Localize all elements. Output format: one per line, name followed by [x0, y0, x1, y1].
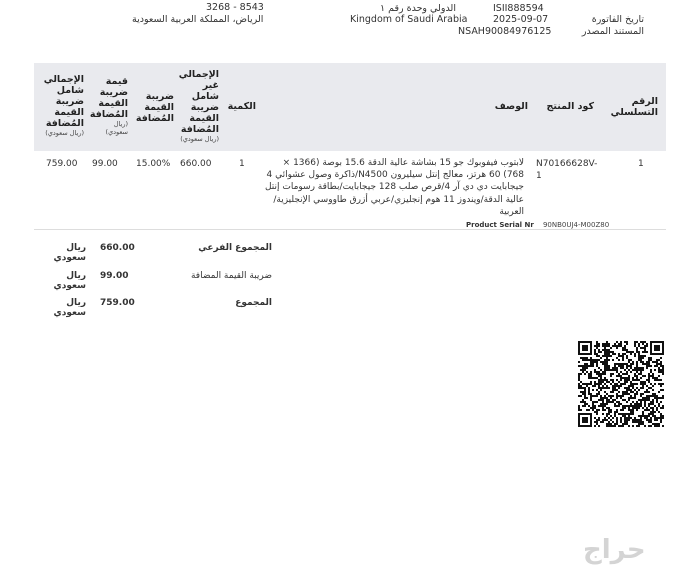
col-header-product-code: كود المنتج — [546, 101, 594, 112]
source-document-label: المستند المصدر — [581, 26, 644, 37]
total-excl-vat-title: الإجمالي غير شامل ضريبة القيمة المُضافة — [178, 69, 219, 135]
table-bottom-divider — [34, 229, 666, 230]
col-header-description: الوصف — [494, 101, 528, 112]
row-vat-rate: 15.00% — [136, 159, 171, 169]
row-quantity: 1 — [239, 159, 245, 169]
subtotal-value: 660.00 — [100, 243, 135, 253]
col-header-serial: الرقم التسلسلي — [610, 96, 658, 118]
grand-total-value: 759.00 — [100, 298, 135, 308]
col-header-vat-rate: ضريبة القيمة المُضافة — [135, 91, 174, 124]
col-header-vat-amount — [90, 76, 128, 136]
buyer-address-line: الدولي وحدة رقم ١ — [380, 3, 456, 14]
row-product-code: N70166628V-1 — [536, 159, 598, 181]
col-header-quantity: الكمية — [227, 101, 256, 112]
vat-amount-unit: (ريال سعودي) — [105, 120, 128, 136]
vat-amount-title: قيمة ضريبة القيمة المُضافة — [89, 76, 128, 120]
invoice-date: 2025-09-07 — [493, 14, 549, 25]
col-header-total-incl-vat — [44, 74, 84, 137]
grand-total-label: المجموع — [235, 298, 272, 308]
product-serial-label: Product Serial Nr — [466, 221, 534, 229]
col-header-total-excl-vat — [179, 69, 219, 143]
subtotal-label: المجموع الفرعي — [198, 243, 272, 253]
zatca-qr-code — [578, 341, 664, 427]
row-serial-no: 1 — [638, 159, 644, 169]
invoice-date-label: تاريخ الفاتورة — [591, 14, 644, 25]
qr-modules — [578, 341, 664, 427]
row-total-excl-vat: 660.00 — [180, 159, 212, 169]
total-excl-vat-unit: (ريال سعودي) — [180, 135, 219, 143]
seller-building-number: 3268 - 8543 — [206, 2, 264, 13]
row-total-incl-vat: 759.00 — [46, 159, 78, 169]
vat-total-value: 99.00 — [100, 271, 129, 281]
total-incl-vat-unit: (ريال سعودي) — [45, 129, 84, 137]
grand-total-currency: ريال سعودي — [53, 298, 86, 318]
haraj-watermark-logo: حراج — [583, 535, 646, 565]
total-incl-vat-title: الإجمالي شامل ضريبة القيمة المُضافة — [43, 74, 84, 129]
row-vat-amount: 99.00 — [92, 159, 118, 169]
invoice-number: ISII888594 — [493, 3, 544, 14]
product-serial-value: 90NB0UJ4-M00Z80 — [542, 221, 610, 229]
subtotal-currency: ريال سعودي — [53, 243, 86, 263]
row-description: لابتوب فيفوبوك جو 15 بشاشة عالية الدقة 15.6 بوصة (1366 × 768) 60 هرتز، معالج إنتل سيليرون N4500/ذاكرة وصول عشوائي 4 جيجابايت دي دي آر 4/قرص صلب 128 جيجابايت/بطاقة رسومات إنتل عالية الدقة/ويندوز 11 هوم إنجليزي/عربي أزرق طاووسي الإنجليزية/العربية — [264, 158, 524, 217]
vat-total-label: ضريبة القيمة المضافة — [190, 271, 272, 281]
seller-city: الرياض، المملكة العربية السعودية — [132, 14, 264, 25]
items-table-header — [34, 63, 666, 151]
vat-currency: ريال سعودي — [53, 271, 86, 291]
buyer-country: Kingdom of Saudi Arabia — [350, 14, 468, 25]
source-document-number: NSAH90084976125 — [458, 26, 552, 37]
